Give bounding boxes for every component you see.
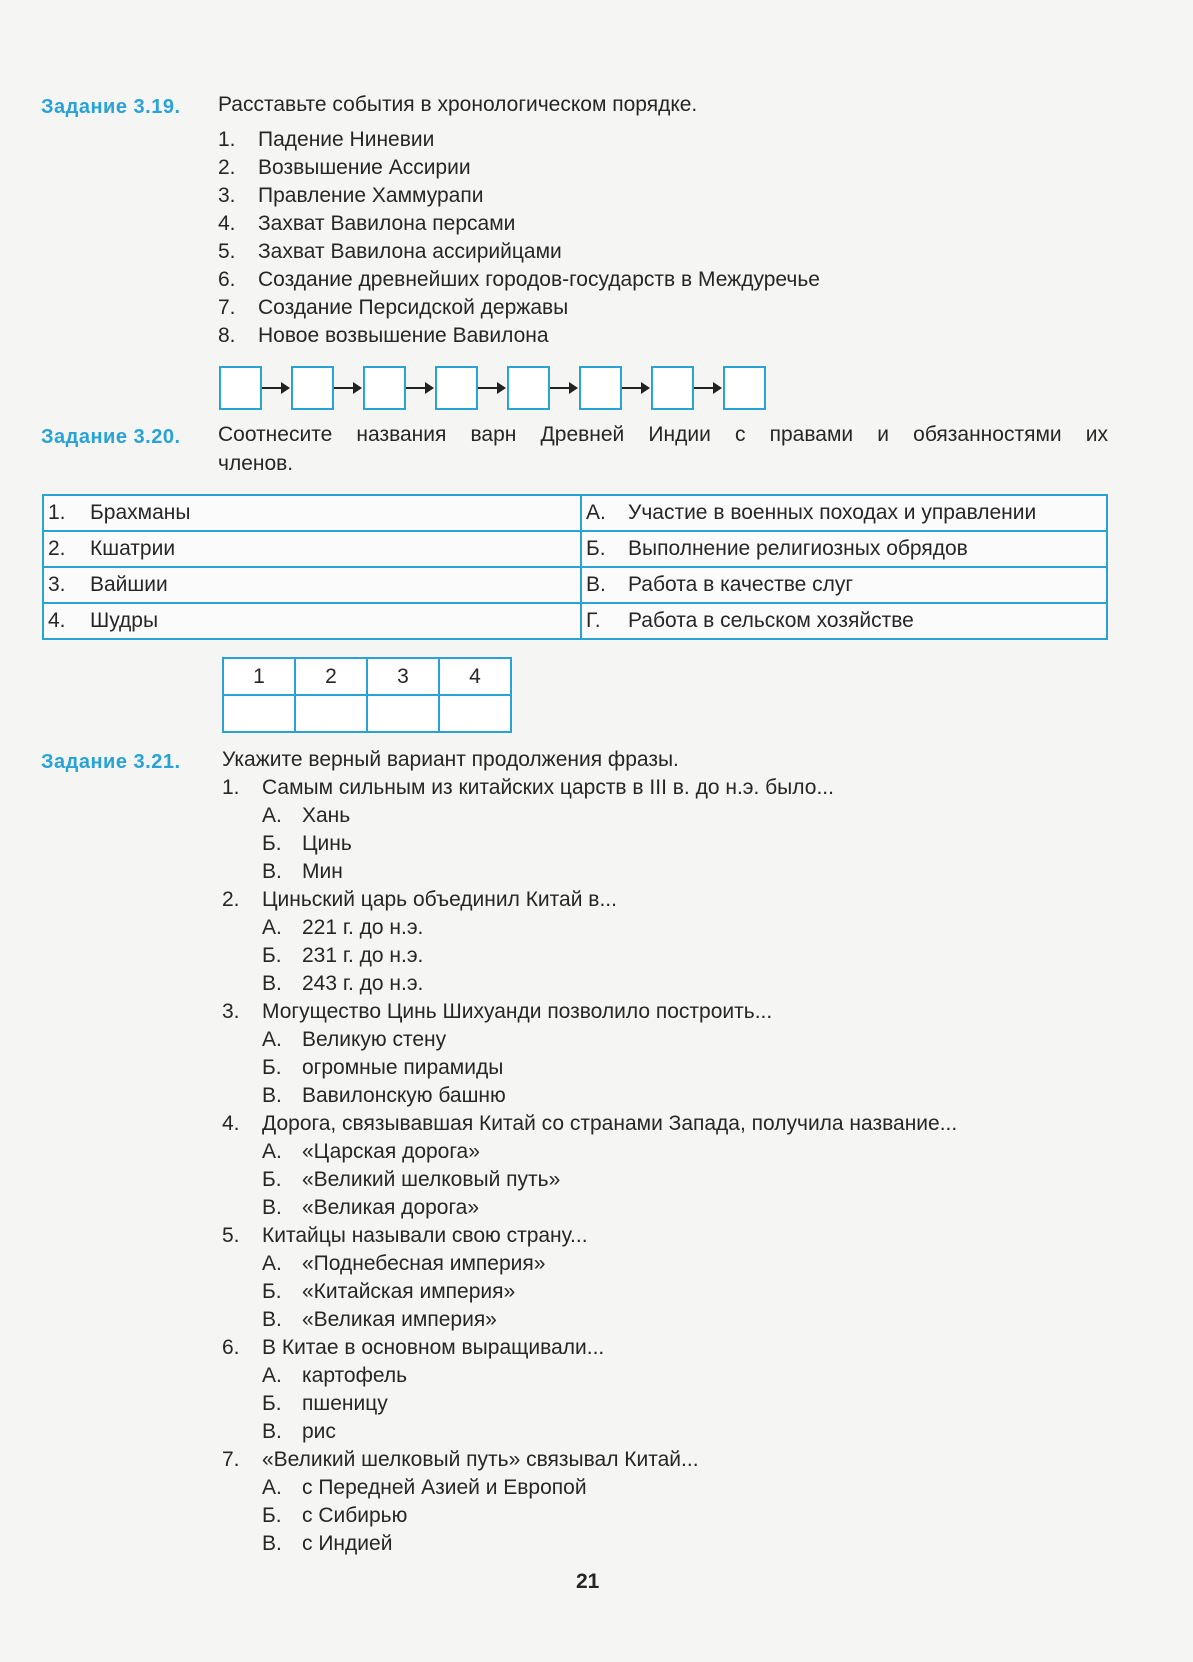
row-letter: Б. (586, 537, 606, 560)
table-cell (581, 495, 1107, 531)
answer-option[interactable] (262, 1364, 407, 1388)
question-text: «Великий шелковый путь» связывал Китай... (262, 1448, 699, 1471)
question-text: В Китае в основном выращивали... (262, 1336, 605, 1359)
question-number: 4. (222, 1112, 240, 1135)
duty-text: Работа в сельском хозяйстве (628, 609, 914, 632)
varna-name: Кшатрии (90, 537, 176, 560)
answer-box[interactable] (435, 366, 478, 410)
list-item (218, 268, 820, 292)
row-number: 1. (48, 501, 66, 524)
option-letter: Б. (262, 1056, 282, 1079)
arrow-icon (478, 387, 504, 389)
row-number: 3. (48, 573, 66, 596)
answer-input-cell[interactable] (439, 695, 511, 732)
question-text: Дорога, связывавшая Китай со странами Запада, получила название... (262, 1112, 958, 1135)
option-text: «Великая дорога» (302, 1196, 480, 1219)
answer-option[interactable] (262, 1280, 515, 1304)
option-text: картофель (302, 1364, 408, 1387)
item-text: Правление Хаммурапи (258, 184, 484, 207)
option-text: Вавилонскую башню (302, 1084, 506, 1107)
item-text: Возвышение Ассирии (258, 156, 471, 179)
answer-box[interactable] (723, 366, 766, 410)
option-letter: В. (262, 1196, 282, 1219)
option-letter: В. (262, 1532, 282, 1555)
item-number: 5. (218, 240, 236, 263)
table-cell (581, 603, 1107, 639)
question (222, 1112, 957, 1136)
option-letter: В. (262, 1308, 282, 1331)
table-row (43, 531, 1107, 567)
answer-option[interactable] (262, 1476, 587, 1500)
question-number: 6. (222, 1336, 240, 1359)
answer-chain (219, 366, 764, 412)
answer-option[interactable] (262, 1504, 407, 1528)
table-cell (581, 567, 1107, 603)
question (222, 776, 834, 800)
list-item (218, 128, 434, 152)
question-text: Циньский царь объединил Китай в... (262, 888, 617, 911)
list-item (218, 184, 483, 208)
option-letter: Б. (262, 1504, 282, 1527)
answer-box[interactable] (291, 366, 334, 410)
option-letter: Б. (262, 832, 282, 855)
arrow-icon (622, 387, 648, 389)
option-text: 231 г. до н.э. (302, 944, 424, 967)
answer-grid (222, 657, 512, 733)
table-cell (43, 495, 581, 531)
option-letter: А. (262, 804, 282, 827)
option-text: пшеницу (302, 1392, 388, 1415)
item-number: 8. (218, 324, 236, 347)
option-letter: А. (262, 1364, 282, 1387)
option-text: рис (302, 1420, 336, 1443)
table-cell (43, 567, 581, 603)
option-letter: Б. (262, 944, 282, 967)
task-319-instruction: Расставьте события в хронологическом порядке. (218, 93, 698, 116)
option-text: с Сибирью (302, 1504, 408, 1527)
answer-option[interactable] (262, 1532, 392, 1556)
question-text: Китайцы называли свою страну... (262, 1224, 588, 1247)
table-row (43, 603, 1107, 639)
answer-box[interactable] (363, 366, 406, 410)
item-text: Создание Персидской державы (258, 296, 569, 319)
page-number: 21 (576, 1570, 600, 1593)
row-number: 4. (48, 609, 66, 632)
answer-option[interactable] (262, 972, 423, 996)
table-cell (43, 531, 581, 567)
question-number: 2. (222, 888, 240, 911)
option-letter: В. (262, 1420, 282, 1443)
answer-option[interactable] (262, 1420, 336, 1444)
list-item (218, 240, 562, 264)
option-text: Мин (302, 860, 343, 883)
option-text: с Индией (302, 1532, 393, 1555)
question (222, 1224, 588, 1248)
row-letter: В. (586, 573, 606, 596)
task-321-instruction: Укажите верный вариант продолжения фразы. (222, 748, 679, 771)
answer-input-cell[interactable] (295, 695, 367, 732)
question-number: 1. (222, 776, 240, 799)
answer-header-cell: 2 (295, 658, 367, 695)
option-text: огромные пирамиды (302, 1056, 504, 1079)
item-number: 2. (218, 156, 236, 179)
task-321-title: Задание 3.21. (41, 751, 181, 773)
option-text: «Поднебесная империя» (302, 1252, 546, 1275)
item-number: 7. (218, 296, 236, 319)
option-text: «Царская дорога» (302, 1140, 480, 1163)
list-item (218, 324, 549, 348)
option-text: 221 г. до н.э. (302, 916, 424, 939)
option-letter: А. (262, 1028, 282, 1051)
answer-grid-input-row (223, 695, 511, 732)
item-number: 4. (218, 212, 236, 235)
question-text: Самым сильным из китайских царств в III в. до н.э. было... (262, 776, 834, 799)
matching-table (42, 494, 1108, 640)
question-number: 3. (222, 1000, 240, 1023)
option-letter: А. (262, 1140, 282, 1163)
option-letter: А. (262, 916, 282, 939)
answer-option[interactable] (262, 1168, 560, 1192)
task-320-title: Задание 3.20. (41, 426, 181, 448)
list-item (218, 156, 471, 180)
table-row (43, 567, 1107, 603)
option-text: Хань (302, 804, 351, 827)
option-text: «Китайская империя» (302, 1280, 516, 1303)
item-number: 6. (218, 268, 236, 291)
answer-box[interactable] (219, 366, 262, 410)
table-row (43, 495, 1107, 531)
answer-option[interactable] (262, 944, 423, 968)
arrow-icon (406, 387, 432, 389)
answer-input-cell[interactable] (367, 695, 439, 732)
item-text: Создание древнейших городов-государств в Междуречье (258, 268, 820, 291)
table-cell (43, 603, 581, 639)
item-text: Падение Ниневии (258, 128, 435, 151)
arrow-icon (694, 387, 720, 389)
option-letter: Б. (262, 1168, 282, 1191)
option-text: 243 г. до н.э. (302, 972, 424, 995)
question-number: 5. (222, 1224, 240, 1247)
table-cell (581, 531, 1107, 567)
answer-option[interactable] (262, 1028, 446, 1052)
answer-option[interactable] (262, 1308, 497, 1332)
answer-box[interactable] (507, 366, 550, 410)
item-text: Захват Вавилона персами (258, 212, 516, 235)
duty-text: Выполнение религиозных обрядов (628, 537, 968, 560)
row-number: 2. (48, 537, 66, 560)
arrow-icon (262, 387, 288, 389)
answer-option[interactable] (262, 804, 350, 828)
option-letter: Б. (262, 1280, 282, 1303)
varna-name: Вайшии (90, 573, 168, 596)
varna-name: Шудры (90, 609, 159, 632)
answer-option[interactable] (262, 860, 343, 884)
question-text: Могущество Цинь Шихуанди позволило построить... (262, 1000, 773, 1023)
item-number: 3. (218, 184, 236, 207)
item-text: Новое возвышение Вавилона (258, 324, 549, 347)
list-item (218, 212, 515, 236)
answer-grid-header (223, 658, 511, 695)
task-320-instruction-line1: Соотнесите названия варн Древней Индии с правами и обязанностями их (218, 423, 1108, 446)
item-number: 1. (218, 128, 236, 151)
option-letter: Б. (262, 1392, 282, 1415)
answer-option[interactable] (262, 916, 423, 940)
answer-input-cell[interactable] (223, 695, 295, 732)
answer-header-cell: 1 (223, 658, 295, 695)
option-text: Цинь (302, 832, 352, 855)
list-item (218, 296, 568, 320)
option-text: «Великий шелковый путь» (302, 1168, 561, 1191)
task-320-instruction-line2: членов. (218, 452, 294, 475)
option-letter: А. (262, 1252, 282, 1275)
answer-header-cell: 4 (439, 658, 511, 695)
answer-option[interactable] (262, 832, 352, 856)
row-letter: Г. (586, 609, 601, 632)
item-text: Захват Вавилона ассирийцами (258, 240, 562, 263)
varna-name: Брахманы (90, 501, 191, 524)
task-319-title: Задание 3.19. (41, 96, 181, 118)
answer-header-cell: 3 (367, 658, 439, 695)
row-letter: А. (586, 501, 606, 524)
question (222, 888, 617, 912)
question-number: 7. (222, 1448, 240, 1471)
option-text: с Передней Азией и Европой (302, 1476, 587, 1499)
answer-option[interactable] (262, 1140, 480, 1164)
arrow-icon (550, 387, 576, 389)
option-text: Великую стену (302, 1028, 447, 1051)
duty-text: Работа в качестве слуг (628, 573, 854, 596)
answer-option[interactable] (262, 1392, 388, 1416)
answer-box[interactable] (579, 366, 622, 410)
option-text: «Великая империя» (302, 1308, 497, 1331)
answer-option[interactable] (262, 1252, 545, 1276)
question (222, 1336, 604, 1360)
answer-box[interactable] (651, 366, 694, 410)
option-letter: В. (262, 972, 282, 995)
answer-option[interactable] (262, 1056, 503, 1080)
arrow-icon (334, 387, 360, 389)
option-letter: В. (262, 1084, 282, 1107)
question (222, 1000, 772, 1024)
question (222, 1448, 699, 1472)
answer-option[interactable] (262, 1084, 506, 1108)
duty-text: Участие в военных походах и управлении (628, 501, 1037, 524)
answer-option[interactable] (262, 1196, 479, 1220)
option-letter: А. (262, 1476, 282, 1499)
option-letter: В. (262, 860, 282, 883)
